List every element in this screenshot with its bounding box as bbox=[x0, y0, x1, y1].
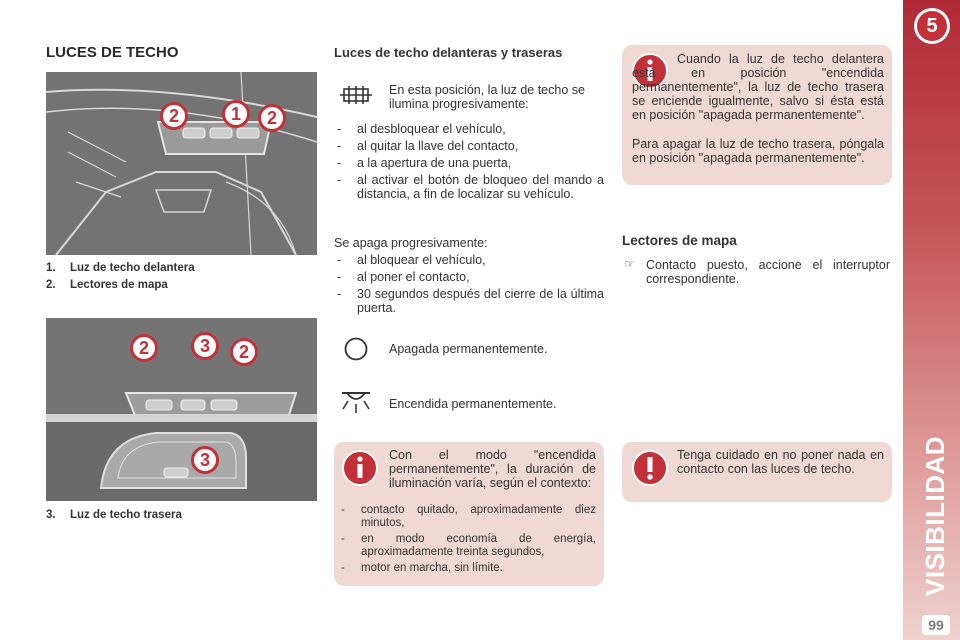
warning-text: Tenga cuidado en no poner nada en contacto con las luces de techo. bbox=[677, 448, 884, 476]
map-reader-text: Contacto puesto, accione el interruptor correspondiente. bbox=[646, 258, 890, 286]
hand-pointer-icon: ☞ bbox=[624, 257, 635, 271]
on-mode-icon bbox=[339, 389, 373, 415]
list-item: - al bloquear el vehículo, bbox=[334, 253, 604, 267]
callout-badge: 2 bbox=[230, 338, 258, 366]
off-mode-icon bbox=[343, 336, 369, 362]
section-heading-map-readers: Lectores de mapa bbox=[622, 233, 737, 248]
list-item: - contacto quitado, aproximadamente diez minutos, bbox=[338, 504, 596, 530]
callout-badge: 2 bbox=[130, 334, 158, 362]
callout-badge: 2 bbox=[258, 104, 286, 132]
chapter-number: 5 bbox=[917, 11, 947, 41]
page-title: LUCES DE TECHO bbox=[46, 44, 179, 61]
front-console-illustration bbox=[46, 72, 317, 255]
always-on-text: Encendida permanentemente. bbox=[389, 397, 557, 411]
off-intro: Se apaga progresivamente: bbox=[334, 236, 488, 250]
figure-front-roof-light bbox=[46, 72, 317, 255]
always-off-text: Apagada permanentemente. bbox=[389, 342, 548, 356]
info-box-text: Cuando la luz de techo delantera está en posición "encendida permanentemente", la luz de techo trasera se enciende igualmente, salvo si ésta está en posición "apagada permanentemente". bbox=[632, 52, 884, 122]
legend-item: 3. Luz de techo trasera bbox=[46, 509, 182, 521]
info-box-text: Con el modo "encendida permanentemente", la duración de iluminación varía, según el contexto: bbox=[389, 448, 596, 490]
callout-badge: 3 bbox=[191, 446, 219, 474]
door-mode-text: En esta posición, la luz de techo se ilumina progresivamente: bbox=[389, 83, 585, 111]
figure-rear-roof-light bbox=[46, 318, 317, 501]
warning-box bbox=[622, 442, 892, 502]
page-number: 99 bbox=[922, 615, 950, 635]
on-conditions-list bbox=[334, 122, 604, 204]
info-box-list bbox=[338, 504, 596, 578]
list-item: - al quitar la llave del contacto, bbox=[334, 139, 604, 153]
map-reader-illustration bbox=[46, 318, 317, 501]
list-item: - a la apertura de una puerta, bbox=[334, 156, 604, 170]
info-icon bbox=[341, 449, 379, 487]
door-mode-icon bbox=[338, 84, 374, 106]
off-conditions-list bbox=[334, 253, 604, 318]
legend-front bbox=[46, 260, 195, 294]
chapter-badge bbox=[914, 8, 950, 44]
list-item: - al activar el botón de bloqueo del mando a distancia, a fin de localizar su vehículo. bbox=[334, 173, 604, 201]
section-title-vertical: VISIBILIDAD bbox=[920, 435, 950, 596]
info-box-rear-light bbox=[622, 45, 892, 185]
callout-badge: 3 bbox=[191, 332, 219, 360]
callout-badge: 1 bbox=[222, 100, 250, 128]
info-box-permanent-mode bbox=[334, 442, 604, 586]
section-heading-front-rear: Luces de techo delanteras y traseras bbox=[334, 45, 563, 60]
list-item: - en modo economía de energía, aproximadamente treinta segundos, bbox=[338, 533, 596, 559]
warning-icon bbox=[631, 449, 669, 487]
list-item: - motor en marcha, sin límite. bbox=[338, 562, 596, 575]
info-box-text-2: Para apagar la luz de techo trasera, póngala en posición "apagada permanentemente". bbox=[632, 137, 884, 165]
legend-item: 1. Luz de techo delantera bbox=[46, 262, 195, 274]
legend-rear bbox=[46, 507, 182, 524]
list-item: - al desbloquear el vehículo, bbox=[334, 122, 604, 136]
legend-item: 2. Lectores de mapa bbox=[46, 279, 168, 291]
list-item: - al poner el contacto, bbox=[334, 270, 604, 284]
list-item: - 30 segundos después del cierre de la última puerta. bbox=[334, 287, 604, 315]
callout-badge: 2 bbox=[160, 102, 188, 130]
